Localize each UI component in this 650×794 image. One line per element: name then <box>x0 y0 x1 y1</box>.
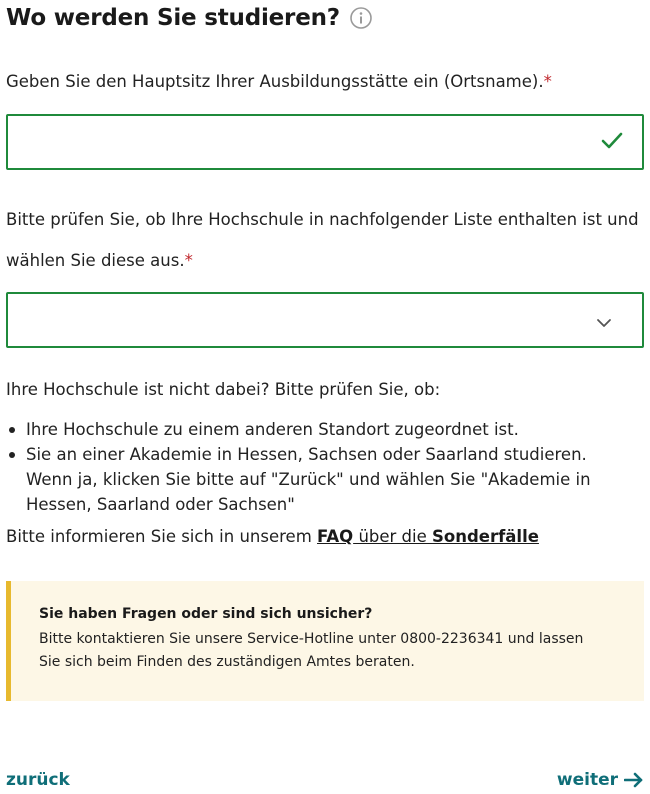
heading-row <box>6 0 372 36</box>
special-cases-link[interactable]: Sonderfälle <box>432 527 539 546</box>
faq-line <box>6 524 539 549</box>
list-item: Ihre Hochschule zu einem anderen Standort zugeordnet ist. <box>6 417 636 442</box>
faq-link[interactable]: FAQ <box>317 527 354 546</box>
notice-body-line2: Sie sich beim Finden des zuständigen Amtes beraten. <box>39 654 415 670</box>
info-icon[interactable] <box>350 7 372 29</box>
required-mark: * <box>184 251 193 270</box>
notice-box <box>6 581 644 701</box>
page-title: Wo werden Sie studieren? <box>6 5 340 31</box>
notice-body <box>39 628 619 674</box>
check-icon <box>600 131 624 151</box>
next-button-label: weiter <box>556 770 618 790</box>
university-select[interactable] <box>6 292 644 348</box>
faq-prefix: Bitte informieren Sie sich in unserem <box>6 527 318 546</box>
next-button[interactable] <box>557 770 644 790</box>
arrow-right-icon <box>624 772 644 788</box>
location-label <box>6 61 642 102</box>
faq-middle-link[interactable]: über die <box>353 527 433 546</box>
required-mark: * <box>543 72 552 91</box>
university-label-line2 <box>6 240 642 281</box>
hint-intro: Ihre Hochschule ist nicht dabei? Bitte prüfen Sie, ob: <box>6 380 441 399</box>
back-button[interactable]: zurück <box>6 770 70 790</box>
list-item: Sie an einer Akademie in Hessen, Sachsen oder Saarland studieren. Wenn ja, klicken Sie bitte auf "Zurück" und wählen Sie "Akademie in Hessen, Saarland oder Sachsen" <box>6 442 636 517</box>
location-label-text: Geben Sie den Hauptsitz Ihrer Ausbildungsstätte ein (Ortsname). <box>6 72 544 91</box>
university-label-line1: Bitte prüfen Sie, ob Ihre Hochschule in nachfolgender Liste enthalten ist und <box>6 210 639 229</box>
hint-list <box>6 417 636 517</box>
chevron-down-icon <box>596 314 612 326</box>
university-label-text: wählen Sie diese aus. <box>6 251 185 270</box>
location-input[interactable] <box>6 114 644 170</box>
notice-title: Sie haben Fragen oder sind sich unsicher? <box>39 606 373 622</box>
notice-body-line1: Bitte kontaktieren Sie unsere Service-Hotline unter 0800-2236341 und lassen <box>39 631 584 647</box>
